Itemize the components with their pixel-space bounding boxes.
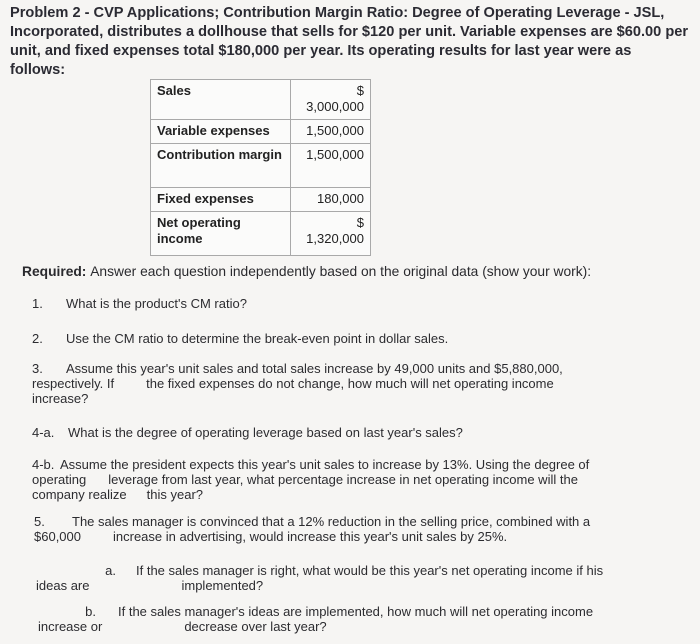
question-text: increase or xyxy=(38,619,103,634)
row-label: Variable expenses xyxy=(151,120,291,144)
question-text: increase in advertising, would increase this year's unit sales by 25%. xyxy=(113,529,508,544)
question-text: ideas are xyxy=(36,578,90,593)
required-heading xyxy=(22,264,591,279)
question-number: 4-a. xyxy=(32,425,55,440)
question-number: 5. xyxy=(34,514,45,529)
question-1 xyxy=(32,296,247,311)
question-text: operating xyxy=(32,472,87,487)
table-row xyxy=(151,80,371,120)
row-label: Contribution margin xyxy=(151,144,291,188)
question-text: respectively. If xyxy=(32,376,115,391)
question-text: implemented? xyxy=(181,578,264,593)
question-2 xyxy=(32,331,448,346)
question-text: Assume the president expects this year's unit sales to increase by 13%. Using the degree of xyxy=(60,457,590,472)
question-3 xyxy=(32,361,563,406)
problem-title: Problem 2 - CVP Applications; Contribution Margin Ratio: Degree of Operating Leverage - JSL, Incorporated, distributes a dollhouse that sells for $120 per unit. Variable expenses are $60.00 per unit, and fixed expenses total $180,000 per year. Its operating results for last year were as follows: xyxy=(10,5,689,78)
question-4a xyxy=(32,425,463,440)
question-text: If the sales manager is right, what would be this year's net operating income if his xyxy=(136,563,604,578)
table-row xyxy=(151,188,371,212)
table-row xyxy=(151,212,371,256)
question-text: If the sales manager's ideas are implemented, how much will net operating income xyxy=(118,604,594,619)
question-text: this year? xyxy=(146,487,204,502)
table-row xyxy=(151,120,371,144)
question-text: company realize xyxy=(32,487,127,502)
question-text: the fixed expenses do not change, how much will net operating income xyxy=(146,376,554,391)
question-5b xyxy=(38,604,593,634)
question-text: Assume this year's unit sales and total sales increase by 49,000 units and $5,880,000, xyxy=(66,361,563,376)
question-text: decrease over last year? xyxy=(184,619,327,634)
question-text: leverage from last year, what percentage increase in net operating income will the xyxy=(108,472,578,487)
question-4b xyxy=(32,457,589,502)
row-value: $ 3,000,000 xyxy=(291,80,371,120)
row-label: Fixed expenses xyxy=(151,188,291,212)
question-text: The sales manager is convinced that a 12% reduction in the selling price, combined with a xyxy=(72,514,591,529)
row-label: Net operating income xyxy=(151,212,291,256)
income-statement-table xyxy=(150,79,371,256)
row-value: 1,500,000 xyxy=(291,144,371,188)
question-number: 2. xyxy=(32,331,43,346)
table-row xyxy=(151,144,371,188)
question-number: 4-b. xyxy=(32,457,55,472)
row-value: 1,500,000 xyxy=(291,120,371,144)
required-label: Required: xyxy=(22,264,87,279)
question-number: b. xyxy=(85,604,96,619)
question-number: 3. xyxy=(32,361,43,376)
question-text: increase? xyxy=(32,391,89,406)
question-number: a. xyxy=(105,563,116,578)
row-value: $ 1,320,000 xyxy=(291,212,371,256)
question-text: Use the CM ratio to determine the break-even point in dollar sales. xyxy=(66,331,449,346)
required-text: Answer each question independently based on the original data (show your work): xyxy=(90,264,592,279)
row-value: 180,000 xyxy=(291,188,371,212)
question-5 xyxy=(34,514,590,544)
question-number: 1. xyxy=(32,296,43,311)
question-5a xyxy=(36,563,603,593)
question-text: What is the degree of operating leverage based on last year's sales? xyxy=(68,425,463,440)
question-text: What is the product's CM ratio? xyxy=(66,296,247,311)
question-text: $60,000 xyxy=(34,529,81,544)
row-label: Sales xyxy=(151,80,291,120)
